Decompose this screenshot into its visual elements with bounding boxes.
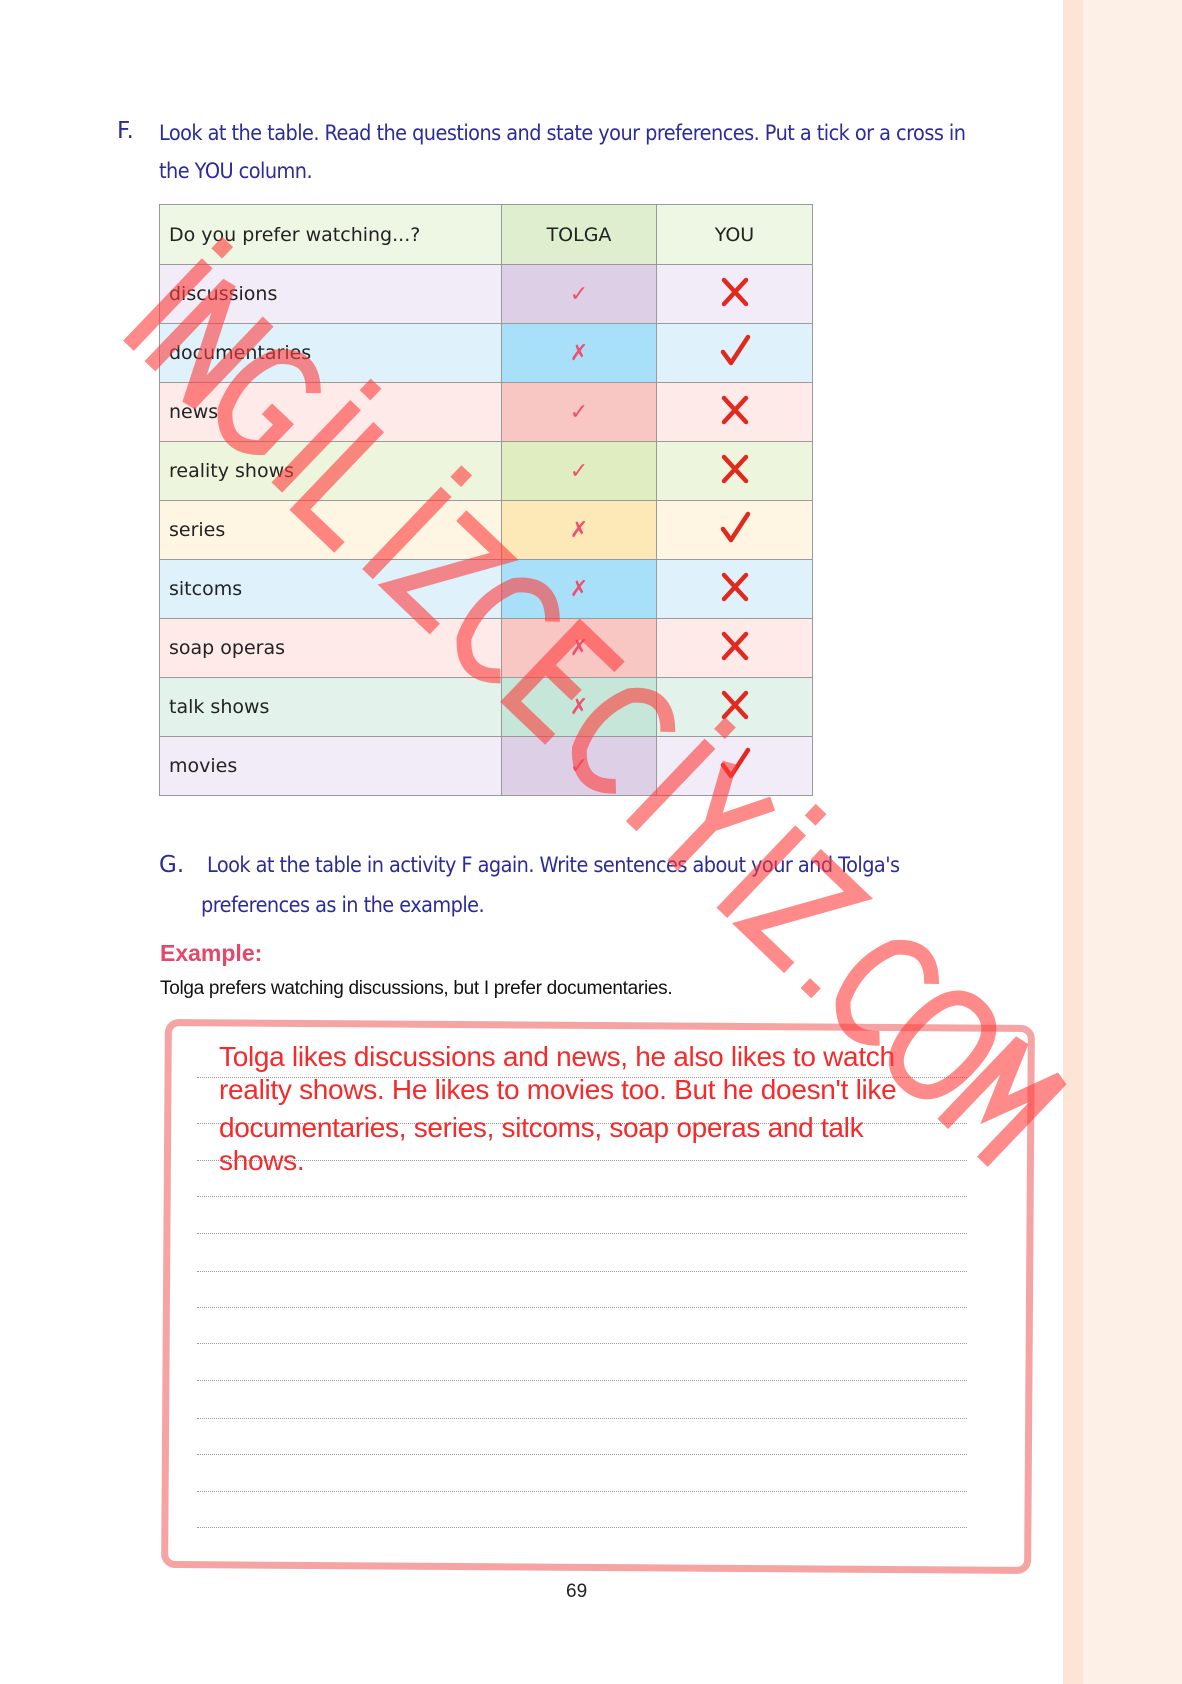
you-cell[interactable] [657, 324, 813, 383]
you-cell[interactable] [657, 619, 813, 678]
you-cell[interactable] [657, 737, 813, 796]
cross-icon: ✗ [569, 694, 589, 720]
writing-line[interactable] [197, 1527, 967, 1528]
writing-line[interactable] [197, 1491, 967, 1492]
answer-line: documentaries, series, sitcoms, soap operas and talk [219, 1112, 864, 1143]
table-row [160, 560, 813, 619]
table-row [160, 619, 813, 678]
row-item: movies [160, 737, 502, 796]
you-cell[interactable] [657, 501, 813, 560]
row-item: discussions [160, 265, 502, 324]
table-row [160, 265, 813, 324]
table-row [160, 737, 813, 796]
row-item: reality shows [160, 442, 502, 501]
you-cell[interactable] [657, 442, 813, 501]
tolga-cell [502, 560, 657, 619]
tick-icon [718, 764, 752, 786]
writing-line[interactable] [197, 1454, 967, 1455]
activity-f-instruction-line1: Look at the table. Read the questions and state your preferences. Put a tick or a cross in [159, 121, 966, 145]
tolga-cell [502, 265, 657, 324]
tolga-cell [502, 678, 657, 737]
writing-line[interactable] [197, 1343, 967, 1344]
page-number: 69 [566, 1581, 588, 1602]
writing-line[interactable] [197, 1271, 967, 1272]
activity-g-instruction-line1: Look at the table in activity F again. Write sentences about your and Tolga's [207, 853, 900, 877]
writing-line[interactable] [197, 1418, 967, 1419]
row-item: talk shows [160, 678, 502, 737]
cross-icon [720, 644, 750, 666]
page-edge-stripe [1063, 0, 1083, 1684]
row-item: soap operas [160, 619, 502, 678]
row-item: documentaries [160, 324, 502, 383]
header-you: YOU [657, 205, 813, 265]
cross-icon: ✗ [569, 576, 589, 602]
cross-icon [720, 408, 750, 430]
activity-g-instruction-line2: preferences as in the example. [201, 893, 485, 917]
answer-line: Tolga likes discussions and news, he also likes to watch [219, 1041, 895, 1072]
table-row [160, 324, 813, 383]
table-row [160, 678, 813, 737]
answer-line: shows. [219, 1145, 305, 1176]
table-header-row [160, 205, 813, 265]
activity-f-instruction-line2: the YOU column. [159, 159, 313, 183]
row-item: news [160, 383, 502, 442]
tick-icon [718, 528, 752, 550]
tolga-cell [502, 501, 657, 560]
tolga-cell [502, 737, 657, 796]
header-question: Do you prefer watching...? [160, 205, 502, 265]
writing-line[interactable] [197, 1380, 967, 1381]
example-sentence: Tolga prefers watching discussions, but I prefer documentaries. [160, 978, 673, 999]
tolga-cell [502, 324, 657, 383]
watermark-glyph [806, 983, 815, 993]
tick-icon: ✓ [569, 753, 589, 779]
answer-line: reality shows. He likes to movies too. But he doesn't like [219, 1074, 897, 1105]
you-cell[interactable] [657, 560, 813, 619]
cross-icon [720, 703, 750, 725]
row-item: series [160, 501, 502, 560]
preferences-table [159, 204, 813, 796]
you-cell[interactable] [657, 383, 813, 442]
writing-line[interactable] [197, 1160, 967, 1161]
tick-icon: ✓ [569, 399, 589, 425]
row-item: sitcoms [160, 560, 502, 619]
activity-g-letter: G. [159, 852, 185, 878]
table-row [160, 442, 813, 501]
writing-line[interactable] [197, 1196, 967, 1197]
tolga-cell [502, 442, 657, 501]
cross-icon [720, 585, 750, 607]
cross-icon: ✗ [569, 340, 589, 366]
table-row [160, 383, 813, 442]
example-label: Example: [160, 940, 263, 966]
you-cell[interactable] [657, 678, 813, 737]
table-row [160, 501, 813, 560]
tolga-cell [502, 383, 657, 442]
tick-icon: ✓ [569, 281, 589, 307]
tick-icon [718, 351, 752, 373]
page-edge-stripe-light [1083, 0, 1182, 1684]
writing-line[interactable] [197, 1233, 967, 1234]
writing-line[interactable] [197, 1307, 967, 1308]
activity-f-letter: F. [117, 118, 134, 144]
cross-icon: ✗ [569, 635, 589, 661]
cross-icon: ✗ [569, 517, 589, 543]
you-cell[interactable] [657, 265, 813, 324]
cross-icon [720, 467, 750, 489]
tolga-cell [502, 619, 657, 678]
cross-icon [720, 290, 750, 312]
tick-icon: ✓ [569, 458, 589, 484]
header-tolga: TOLGA [502, 205, 657, 265]
